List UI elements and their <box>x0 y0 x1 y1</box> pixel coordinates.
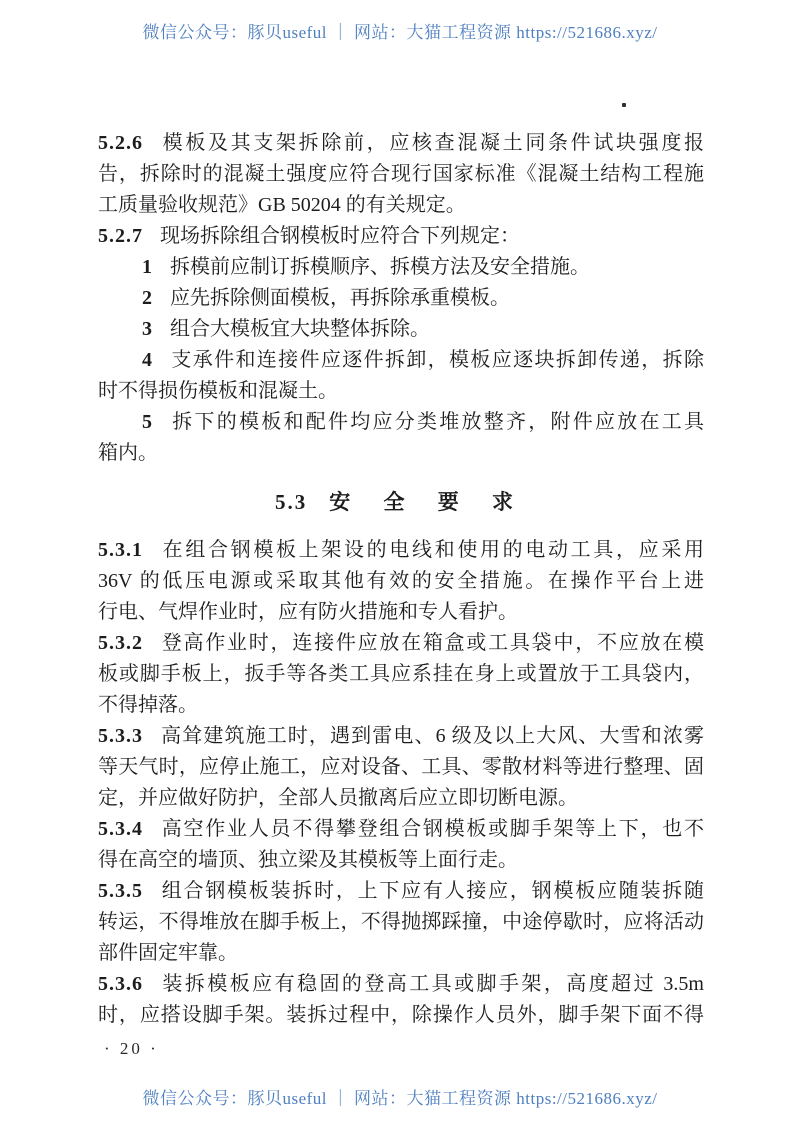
clause-text: 等天气时，应停止施工，应对设备、工具、零散材料等进行整理、固 <box>98 756 704 778</box>
clause-number: 3 <box>142 318 153 340</box>
text-line <box>98 535 704 566</box>
clause-number: 5.2.7 <box>98 225 143 247</box>
text-line <box>98 252 704 283</box>
clause-text: 拆下的模板和配件均应分类堆放整齐，附件应放在工具 <box>170 411 704 433</box>
text-line <box>98 721 704 752</box>
text-line <box>98 814 704 845</box>
text-line <box>98 876 704 907</box>
section-heading <box>98 487 704 518</box>
clause-text: 组合钢模板装拆时，上下应有人接应，钢模板应随装拆随 <box>160 880 704 902</box>
document-body <box>98 128 704 1064</box>
text-line <box>98 938 704 969</box>
clause-text: 时，应搭设脚手架。装拆过程中，除操作人员外，脚手架下面不得 <box>98 1004 704 1026</box>
clause-number: 5.3.4 <box>98 818 143 840</box>
clause-number: 4 <box>142 349 153 371</box>
clause-number: 5.3.3 <box>98 725 143 747</box>
watermark-header: 微信公众号：豚贝useful ｜ 网站：大猫工程资源 https://521686.xyz/ <box>142 23 658 42</box>
text-line <box>98 566 704 597</box>
clause-text: 模板及其支架拆除前，应核查混凝土同条件试块强度报 <box>160 132 704 154</box>
clause-text: 登高作业时，连接件应放在箱盒或工具袋中，不应放在模 <box>160 632 704 654</box>
text-line <box>98 407 704 438</box>
clause-number: 5.3.6 <box>98 973 143 995</box>
text-line <box>98 969 704 1000</box>
clause-number: 1 <box>142 256 153 278</box>
text-line <box>98 159 704 190</box>
section-heading-number: 5.3 <box>275 490 308 514</box>
text-line <box>98 221 704 252</box>
clause-text: 高空作业人员不得攀登组合钢模板或脚手架等上下，也不 <box>160 818 704 840</box>
clause-text: 转运，不得堆放在脚手板上，不得抛掷踩撞，中途停歇时，应将活动 <box>98 911 704 933</box>
clause-number: 5.3.1 <box>98 539 143 561</box>
section-5-2 <box>98 128 704 469</box>
clause-number: 2 <box>142 287 153 309</box>
clause-text: 组合大模板宜大块整体拆除。 <box>170 318 430 340</box>
clause-number: 5.2.6 <box>98 132 143 154</box>
page-number: · 20 · <box>104 1039 159 1058</box>
clause-text: 定，并应做好防护，全部人员撤离后应立即切断电源。 <box>98 787 578 809</box>
text-line <box>98 845 704 876</box>
clause-text: 36V 的低压电源或采取其他有效的安全措施。在操作平台上进 <box>98 570 704 592</box>
clause-text: 高耸建筑施工时，遇到雷电、6 级及以上大风、大雪和浓雾 <box>160 725 704 747</box>
text-line <box>98 314 704 345</box>
text-line <box>98 659 704 690</box>
clause-text: 部件固定牢靠。 <box>98 942 238 964</box>
clause-text: 行电、气焊作业时，应有防火措施和专人看护。 <box>98 601 518 623</box>
section-heading-title: 安 全 要 求 <box>329 490 527 514</box>
clause-text: 应先拆除侧面模板，再拆除承重模板。 <box>170 287 510 309</box>
text-line <box>98 345 704 376</box>
text-line <box>98 128 704 159</box>
clause-text: 工质量验收规范》GB 50204 的有关规定。 <box>98 194 466 216</box>
clause-number: 5 <box>142 411 153 433</box>
clause-text: 在组合钢模板上架设的电线和使用的电动工具，应采用 <box>160 539 704 561</box>
text-line <box>98 907 704 938</box>
clause-text: 得在高空的墙顶、独立梁及其模板等上面行走。 <box>98 849 518 871</box>
text-line <box>98 783 704 814</box>
clause-text: 装拆模板应有稳固的登高工具或脚手架，高度超过 3.5m <box>160 973 704 995</box>
text-line <box>98 190 704 221</box>
section-5-3 <box>98 535 704 1031</box>
text-line <box>98 690 704 721</box>
clause-number: 5.3.5 <box>98 880 143 902</box>
clause-text: 箱内。 <box>98 442 158 464</box>
scan-artifact-dot <box>622 103 626 107</box>
text-line <box>98 376 704 407</box>
clause-text: 时不得损伤模板和混凝土。 <box>98 380 338 402</box>
clause-number: 5.3.2 <box>98 632 143 654</box>
clause-text: 拆模前应制订拆模顺序、拆模方法及安全措施。 <box>170 256 590 278</box>
clause-text: 支承件和连接件应逐件拆卸，模板应逐块拆卸传递，拆除 <box>170 349 704 371</box>
watermark-footer: 微信公众号：豚贝useful ｜ 网站：大猫工程资源 https://521686.xyz/ <box>142 1089 658 1108</box>
text-line <box>98 1000 704 1031</box>
text-line <box>98 752 704 783</box>
text-line <box>98 597 704 628</box>
clause-text: 不得掉落。 <box>98 694 198 716</box>
clause-text: 板或脚手板上，扳手等各类工具应系挂在身上或置放于工具袋内， <box>98 663 704 685</box>
text-line <box>98 628 704 659</box>
clause-text: 告，拆除时的混凝土强度应符合现行国家标准《混凝土结构工程施 <box>98 163 704 185</box>
clause-text: 现场拆除组合钢模板时应符合下列规定： <box>160 225 520 247</box>
text-line <box>98 283 704 314</box>
text-line <box>98 438 704 469</box>
